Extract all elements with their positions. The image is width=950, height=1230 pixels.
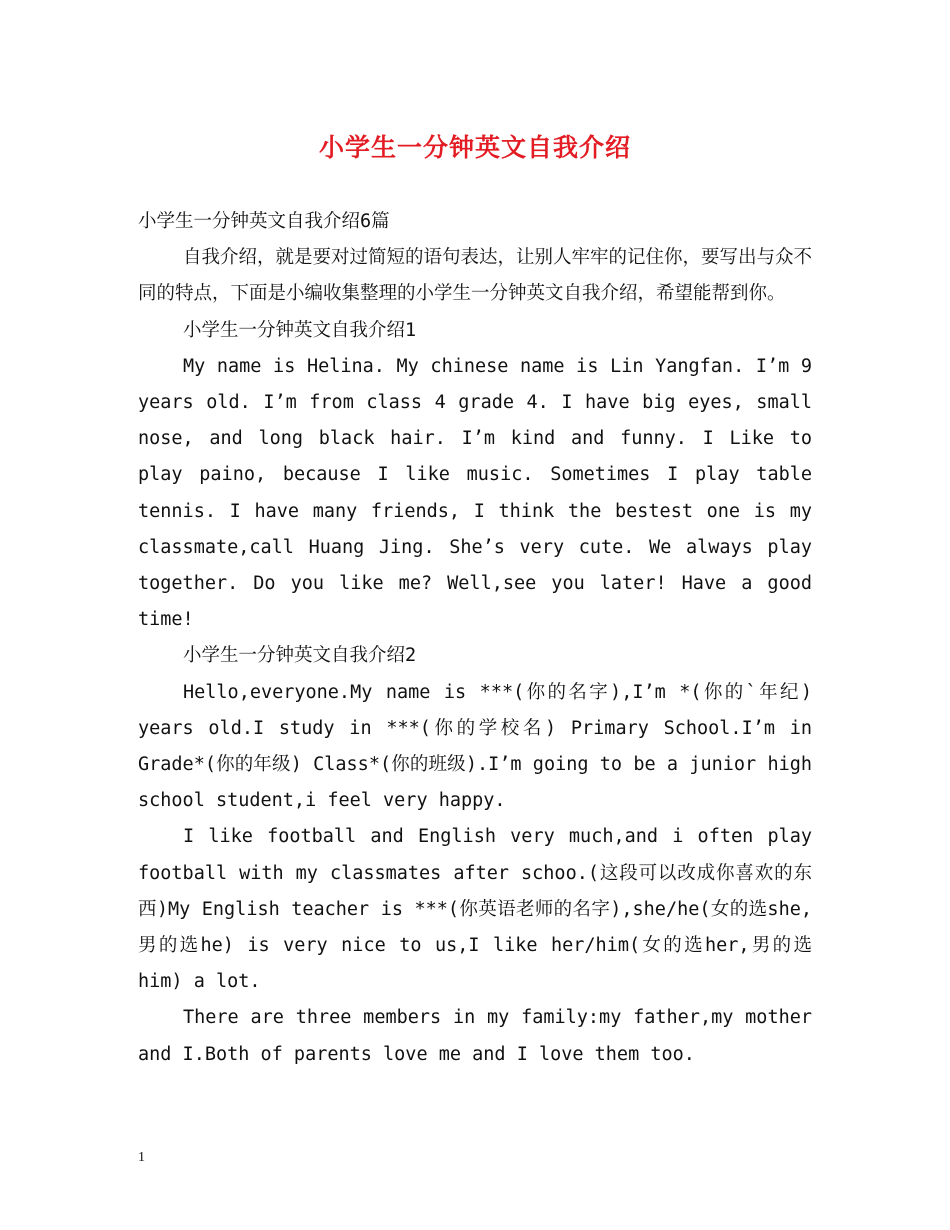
- intro-paragraph: 自我介绍，就是要对过简短的语句表达，让别人牢牢的记住你，要写出与众不同的特点，下面是小编收集整理的小学生一分钟英文自我介绍，希望能帮到你。: [138, 247, 813, 305]
- section-body-2b: I like football and English very much,and i often play football with my classmates after schoo.(这段可以改成你喜欢的东西)My English teacher is ***(你英语老师的名字),she/he(女的选she,男的选he) is very nice to us,I like her/him(女的选her,男的选him) a lot.: [138, 826, 812, 993]
- section-heading-1: 小学生一分钟英文自我介绍1: [183, 319, 417, 341]
- document-body: [138, 204, 812, 1073]
- section-body-2a: Hello,everyone.My name is ***(你的名字),I’m *(你的`年纪) years old.I study in ***(你的学校名) Primary School.I’m in Grade*(你的年级) Class*(你的班级).I’m going to be a junior high school student,i feel very happy.: [138, 681, 812, 812]
- section-heading-2: 小学生一分钟英文自我介绍2: [183, 645, 417, 667]
- section-body-2c: There are three members in my family:my father,my mother and I.Both of parents love me and I love them too.: [138, 1007, 812, 1065]
- page-number: 1: [138, 1150, 145, 1165]
- document-subtitle: 小学生一分钟英文自我介绍6篇: [138, 211, 390, 232]
- document-title: 小学生一分钟英文自我介绍: [318, 133, 631, 162]
- section-body-1: My name is Helina. My chinese name is Lin Yangfan. I’m 9 years old. I’m from class 4 grade 4. I have big eyes, small nose, and long black hair. I’m kind and funny. I Like to play paino, because I like music. Sometimes I play table tennis. I have many friends, I think the bestest one is my classmate,call Huang Jing. She’s very cute. We always play together. Do you like me? Well,see you later! Have a good time!: [138, 355, 812, 631]
